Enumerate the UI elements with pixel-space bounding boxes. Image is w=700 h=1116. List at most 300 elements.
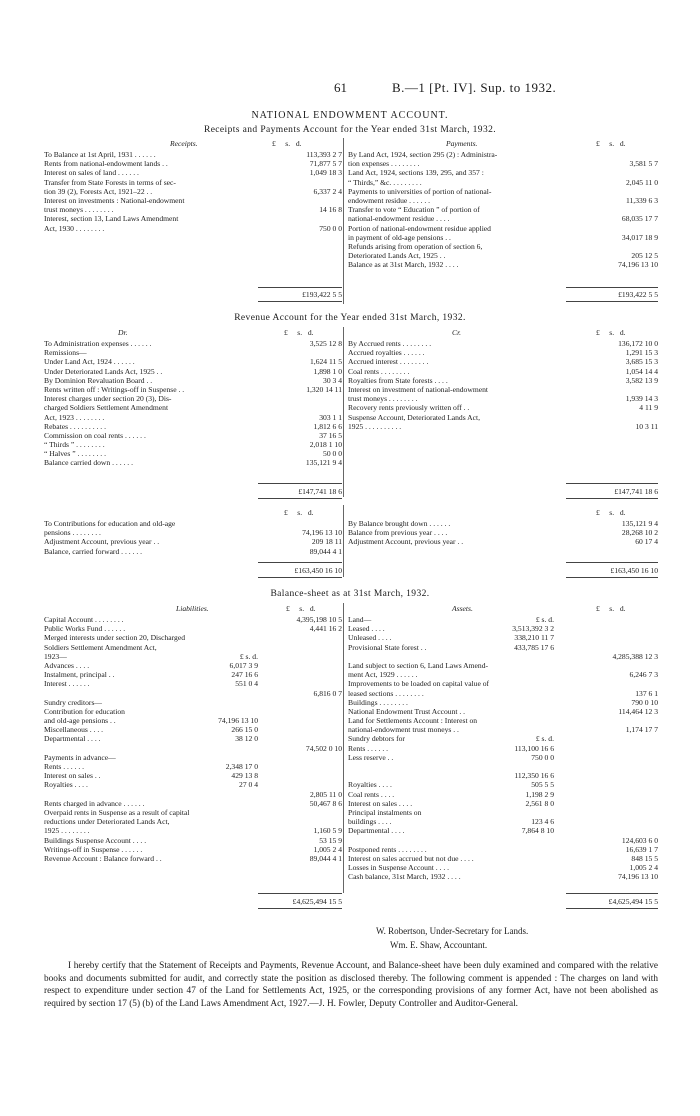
assets-money-heading: £ s. d. bbox=[596, 604, 626, 613]
row-label: Departmental . . . . bbox=[44, 734, 101, 744]
row-label: “ Thirds,” &c. . . . . . . . . bbox=[348, 177, 422, 187]
account-row bbox=[348, 780, 658, 789]
row-label: Postponed rents . . . . . . . . bbox=[348, 844, 427, 854]
row-sub-amount: 74,196 13 10 bbox=[218, 716, 258, 726]
row-label: Accrued royalties . . . . . . bbox=[348, 348, 425, 358]
row-label: Capital Account . . . . . . . . bbox=[44, 615, 124, 624]
receipts-total: £193,422 5 5 bbox=[302, 290, 342, 299]
row-label: leased sections . . . . . . . . bbox=[348, 688, 424, 698]
row-label: Land subject to section 6, Land Laws Amend- bbox=[348, 660, 489, 670]
account-row bbox=[44, 707, 342, 716]
credit2-money-heading: £ s. d. bbox=[596, 508, 626, 517]
row-label: By Accrued rents . . . . . . . . bbox=[348, 339, 432, 348]
row-label: Departmental . . . . bbox=[348, 826, 405, 836]
row-label: Payments to universities of portion of national- bbox=[348, 186, 492, 196]
row-label: Interest, section 13, Land Laws Amendment bbox=[44, 214, 179, 224]
row-amount: 1,054 14 4 bbox=[625, 366, 658, 376]
row-sub-amount: 123 4 6 bbox=[531, 817, 554, 827]
row-amount: 3,581 5 7 bbox=[629, 159, 658, 169]
liabilities-heading: Liabilities. bbox=[176, 604, 209, 613]
row-label: Rents from national-endowment lands . . bbox=[44, 159, 168, 169]
account-row bbox=[348, 854, 658, 863]
account-row bbox=[348, 725, 658, 734]
account-row bbox=[348, 863, 658, 872]
assets-total-rule bbox=[566, 893, 658, 894]
debit-money-heading: £ s. d. bbox=[284, 328, 314, 337]
row-label: Adjustment Account, previous year . . bbox=[44, 537, 160, 547]
account-row bbox=[44, 178, 342, 187]
account-row bbox=[44, 224, 342, 233]
row-sub-amount: 551 0 4 bbox=[235, 679, 258, 689]
row-label: Buildings Suspense Account . . . . bbox=[44, 835, 147, 845]
row-sub-amount: 266 15 0 bbox=[231, 725, 258, 735]
row-amount: 1,005 2 4 bbox=[313, 844, 342, 854]
row-sub-amount: 2,561 8 0 bbox=[525, 798, 554, 808]
row-label: Deteriorated Lands Act, 1925 . . bbox=[348, 251, 446, 261]
row-amount: 1,049 18 3 bbox=[309, 168, 342, 178]
account-row bbox=[44, 348, 342, 357]
row-amount: 1,939 14 3 bbox=[625, 394, 658, 404]
row-amount: 2,045 11 0 bbox=[626, 177, 658, 187]
liabilities-total: £4,625,494 15 5 bbox=[292, 897, 342, 906]
row-amount: 4,395,198 10 5 bbox=[296, 615, 342, 624]
row-sub-amount: 750 0 0 bbox=[531, 752, 554, 762]
revenue-credit2-list bbox=[348, 519, 658, 547]
debit2-money-heading: £ s. d. bbox=[284, 508, 314, 517]
row-label: To Contributions for education and old-age bbox=[44, 519, 176, 528]
balance-sheet-title: Balance-sheet as at 31st March, 1932. bbox=[270, 589, 430, 599]
row-sub-amount: £ s. d. bbox=[535, 615, 554, 624]
row-label: endowment residue . . . . . . bbox=[348, 195, 431, 205]
row-amount: 14 16 8 bbox=[319, 205, 342, 215]
row-label: Writings-off in Suspense . . . . . . bbox=[44, 844, 143, 854]
row-label: Principal instalments on bbox=[348, 807, 422, 817]
account-row bbox=[44, 159, 342, 168]
account-row bbox=[348, 624, 658, 633]
row-sub-amount: 429 13 8 bbox=[231, 771, 258, 781]
row-sub-amount: 7,864 8 10 bbox=[521, 826, 554, 836]
row-label: 1925 . . . . . . . . . . bbox=[348, 421, 402, 431]
account-row bbox=[348, 689, 658, 698]
account-row bbox=[44, 449, 342, 458]
row-label: Suspense Account, Deteriorated Lands Act, bbox=[348, 412, 481, 422]
row-label: Under Deteriorated Lands Act, 1925 . . bbox=[44, 366, 163, 376]
receipts-list bbox=[44, 150, 342, 233]
row-label: Refunds arising from operation of section 6, bbox=[348, 241, 483, 251]
row-sub-amount: 113,100 16 6 bbox=[514, 743, 554, 753]
row-label: To Administration expenses . . . . . . bbox=[44, 339, 152, 348]
row-label: Remissions— bbox=[44, 348, 87, 358]
account-row bbox=[348, 385, 658, 394]
account-row bbox=[44, 196, 342, 205]
account-row bbox=[348, 394, 658, 403]
debit-heading: Dr. bbox=[118, 328, 128, 337]
account-row bbox=[44, 826, 342, 835]
row-label: Sundry creditors— bbox=[44, 697, 102, 707]
row-amount: 37 16 5 bbox=[319, 430, 342, 440]
row-label: “ Thirds ” . . . . . . . . bbox=[44, 440, 105, 450]
account-title: NATIONAL ENDOWMENT ACCOUNT. bbox=[251, 110, 449, 121]
row-label: Miscellaneous . . . . bbox=[44, 725, 104, 735]
liabilities-total-rule bbox=[258, 893, 342, 894]
row-amount: 28,268 10 2 bbox=[621, 528, 658, 538]
account-row bbox=[348, 260, 658, 269]
account-row bbox=[348, 615, 658, 624]
row-label: Commission on coal rents . . . . . . bbox=[44, 430, 146, 440]
revenue-credit-list bbox=[348, 339, 658, 431]
row-amount: 74,196 13 10 bbox=[618, 260, 658, 270]
row-label: Act, 1923 . . . . . . . . bbox=[44, 412, 105, 422]
row-label: Leased . . . . bbox=[348, 624, 385, 634]
row-amount: 30 3 4 bbox=[323, 375, 342, 385]
row-sub-amount: £ s. d. bbox=[239, 651, 258, 661]
row-amount: 303 1 1 bbox=[319, 412, 342, 422]
row-label: Land— bbox=[348, 615, 372, 624]
row-label: Coal rents . . . . bbox=[348, 789, 395, 799]
account-row bbox=[44, 624, 342, 633]
payments-total: £193,422 5 5 bbox=[618, 290, 658, 299]
assets-total: £4,625,494 15 5 bbox=[608, 897, 658, 906]
liabilities-total-underline bbox=[258, 908, 342, 909]
payments-heading: Payments. bbox=[446, 139, 478, 148]
account-row bbox=[44, 205, 342, 214]
account-row bbox=[348, 528, 658, 537]
row-label: Coal rents . . . . . . . . bbox=[348, 366, 410, 376]
row-label: charged Soldiers Settlement Amendment bbox=[44, 403, 169, 413]
row-amount: 1,174 17 7 bbox=[625, 725, 658, 735]
account-row bbox=[44, 168, 342, 177]
revenue-debit-list bbox=[44, 339, 342, 468]
row-amount: 60 17 4 bbox=[635, 537, 658, 547]
row-label: Advances . . . . bbox=[44, 660, 90, 670]
row-amount: 114,464 12 3 bbox=[618, 706, 658, 716]
row-amount: 50,467 8 6 bbox=[309, 798, 342, 808]
account-row bbox=[44, 725, 342, 734]
row-amount: 135,121 9 4 bbox=[305, 458, 342, 468]
row-label: reductions under Deteriorated Lands Act, bbox=[44, 817, 170, 827]
account-row bbox=[348, 670, 658, 679]
revenue-title: Revenue Account for the Year ended 31st March, 1932. bbox=[234, 313, 466, 323]
account-row bbox=[44, 547, 342, 556]
debit2-total-underline bbox=[258, 577, 342, 578]
account-row bbox=[348, 178, 658, 187]
row-sub-amount: 112,350 16 6 bbox=[514, 771, 554, 781]
debit2-total: £163,450 16 10 bbox=[294, 566, 342, 575]
document-reference: B.—1 [Pt. IV]. Sup. to 1932. bbox=[392, 80, 557, 95]
row-label: Act, 1930 . . . . . . . . bbox=[44, 223, 105, 233]
row-amount: 74,196 13 10 bbox=[302, 528, 342, 538]
row-amount: 135,121 9 4 bbox=[621, 519, 658, 528]
account-row bbox=[44, 845, 342, 854]
account-row bbox=[44, 716, 342, 725]
row-sub-amount: 247 16 6 bbox=[231, 670, 258, 680]
account-row bbox=[44, 771, 342, 780]
row-label: trust moneys . . . . . . . . bbox=[44, 205, 114, 215]
row-label: By Dominion Revaluation Board . . bbox=[44, 375, 153, 385]
row-label: Accrued interest . . . . . . . . bbox=[348, 357, 429, 367]
account-row bbox=[44, 394, 342, 403]
row-amount: 113,393 2 7 bbox=[306, 150, 342, 159]
account-row bbox=[348, 357, 658, 366]
row-amount: 4 11 9 bbox=[639, 403, 658, 413]
account-row bbox=[348, 808, 658, 817]
row-amount: 2,018 1 10 bbox=[309, 440, 342, 450]
row-label: Interest on investments : National-endowment bbox=[44, 195, 185, 205]
row-label: Royalties . . . . bbox=[44, 780, 88, 790]
row-amount: 750 0 0 bbox=[319, 223, 342, 233]
row-label: Interest on sales accrued but not due . . . . bbox=[348, 853, 474, 863]
account-row bbox=[348, 817, 658, 826]
account-row bbox=[44, 679, 342, 688]
row-label: Balance as at 31st March, 1932 . . . . bbox=[348, 260, 459, 270]
credit2-total-underline bbox=[566, 577, 658, 578]
account-row bbox=[44, 537, 342, 546]
row-label: Rents . . . . . . bbox=[44, 762, 85, 771]
row-amount: 89,044 4 1 bbox=[309, 546, 342, 556]
account-row bbox=[348, 762, 658, 771]
signature-under-secretary: W. Robertson, Under-Secretary for Lands. bbox=[376, 926, 529, 936]
row-sub-amount: 505 5 5 bbox=[531, 780, 554, 790]
row-label: Royalties from State forests . . . . bbox=[348, 375, 448, 385]
row-label: Unleased . . . . bbox=[348, 633, 392, 643]
account-row bbox=[44, 150, 342, 159]
row-amount: 53 15 9 bbox=[319, 835, 342, 845]
row-amount: 4,285,388 12 3 bbox=[612, 651, 658, 661]
assets-heading: Assets. bbox=[452, 604, 473, 613]
account-row bbox=[348, 679, 658, 688]
row-label: Instalment, principal . . bbox=[44, 670, 115, 680]
row-label: Portion of national-endowment residue applied bbox=[348, 223, 491, 233]
account-row bbox=[348, 633, 658, 642]
row-label: Rents written off : Writings-off in Suspense . . bbox=[44, 384, 185, 394]
account-row bbox=[44, 780, 342, 789]
row-amount: 6,816 0 7 bbox=[313, 688, 342, 698]
row-label: By Balance brought down . . . . . . bbox=[348, 519, 451, 528]
account-row bbox=[348, 643, 658, 652]
account-row bbox=[348, 652, 658, 661]
credit-heading: Cr. bbox=[452, 328, 462, 337]
row-label: Merged interests under section 20, Discharged bbox=[44, 633, 186, 643]
row-label: Sundry debtors for bbox=[348, 734, 405, 744]
row-label: By Land Act, 1924, section 295 (2) : Administra- bbox=[348, 150, 498, 159]
receipts-money-heading: £ s. d. bbox=[272, 139, 302, 148]
credit-total-underline bbox=[566, 498, 658, 499]
account-row bbox=[348, 205, 658, 214]
row-label: pensions . . . . . . . . bbox=[44, 528, 101, 538]
row-label: Rents . . . . . . bbox=[348, 743, 389, 753]
account-row bbox=[348, 799, 658, 808]
account-row bbox=[44, 440, 342, 449]
liabilities-list bbox=[44, 615, 342, 863]
assets-total-underline bbox=[566, 908, 658, 909]
row-amount: 1,812 6 6 bbox=[313, 421, 342, 431]
account-row bbox=[44, 790, 342, 799]
row-label: in payment of old-age pensions . . bbox=[348, 232, 451, 242]
row-amount: 1,320 14 11 bbox=[306, 384, 342, 394]
credit2-total: £163,450 16 10 bbox=[610, 566, 658, 575]
account-row bbox=[348, 826, 658, 835]
account-row bbox=[44, 519, 342, 528]
audit-certificate: I hereby certify that the Statement of Receipts and Payments, Revenue Account, and Balance-sheet have been duly examined and compared with the relative books and documents submitted for audit, and correctly state the position as disclosed thereby. The following comment is appended : The charges on land with respect to expenditure under section 47 of the Land for Settlements Act, 1925, or the corresponding provisions of any former Act, have not been abolished as required by section 17 (5) (b) of the Land Laws Amendment Act, 1927.—J. H. Fowler, Deputy Controller and Auditor-General. bbox=[44, 961, 658, 1009]
row-label: buildings . . . . bbox=[348, 817, 392, 827]
row-label: Balance from previous year . . . . bbox=[348, 528, 448, 538]
row-sub-amount: 2,348 17 0 bbox=[225, 762, 258, 771]
row-sub-amount: £ s. d. bbox=[535, 734, 554, 744]
account-row bbox=[44, 615, 342, 624]
account-row bbox=[348, 339, 658, 348]
row-label: Transfer from State Forests in terms of sec- bbox=[44, 177, 176, 187]
account-row bbox=[348, 872, 658, 881]
payments-total-underline bbox=[566, 301, 658, 302]
row-sub-amount: 38 12 0 bbox=[235, 734, 258, 744]
account-row bbox=[44, 689, 342, 698]
account-row bbox=[44, 652, 342, 661]
account-row bbox=[44, 413, 342, 422]
row-label: Recovery rents previously written off . . bbox=[348, 403, 470, 413]
account-row bbox=[44, 357, 342, 366]
account-row bbox=[44, 744, 342, 753]
row-label: Interest on sales . . bbox=[44, 771, 101, 781]
row-label: Buildings . . . . . . . . bbox=[348, 697, 408, 707]
row-label: Under Land Act, 1924 . . . . . . bbox=[44, 357, 135, 367]
account-row bbox=[44, 403, 342, 412]
row-label: Balance, carried forward . . . . . . bbox=[44, 546, 143, 556]
account-row bbox=[348, 214, 658, 223]
account-row bbox=[348, 224, 658, 233]
account-row bbox=[348, 836, 658, 845]
account-row bbox=[44, 734, 342, 743]
row-amount: 3,525 12 8 bbox=[309, 339, 342, 348]
row-label: Payments in advance— bbox=[44, 752, 116, 762]
row-amount: 124,603 6 0 bbox=[621, 835, 658, 845]
account-row bbox=[348, 845, 658, 854]
row-amount: 1,291 15 3 bbox=[625, 348, 658, 358]
account-row bbox=[44, 422, 342, 431]
row-label: Interest on sales . . . . bbox=[348, 798, 413, 808]
account-row bbox=[348, 233, 658, 242]
row-label: tion 39 (2), Forests Act, 1921–22 . . bbox=[44, 186, 153, 196]
credit-money-heading: £ s. d. bbox=[596, 328, 626, 337]
row-amount: 68,035 17 7 bbox=[621, 214, 658, 224]
row-label: Adjustment Account, previous year . . bbox=[348, 537, 464, 547]
row-label: Less reserve . . bbox=[348, 752, 394, 762]
row-amount: 205 12 5 bbox=[631, 251, 658, 261]
row-amount: 74,196 13 10 bbox=[618, 872, 658, 882]
debit-total: £147,741 18 6 bbox=[298, 487, 342, 496]
row-amount: 1,160 5 9 bbox=[313, 826, 342, 836]
account-row bbox=[44, 431, 342, 440]
account-row bbox=[44, 808, 342, 817]
row-amount: 74,502 0 10 bbox=[305, 743, 342, 753]
account-row bbox=[348, 790, 658, 799]
assets-list bbox=[348, 615, 658, 881]
account-row bbox=[348, 413, 658, 422]
row-label: ment Act, 1929 . . . . . . bbox=[348, 670, 418, 680]
row-label: “ Halves ” . . . . . . . . bbox=[44, 449, 106, 459]
account-row bbox=[348, 716, 658, 725]
receipts-heading: Receipts. bbox=[170, 139, 198, 148]
row-label: Balance carried down . . . . . . bbox=[44, 458, 133, 468]
receipts-total-rule bbox=[258, 287, 342, 288]
row-amount: 3,582 13 9 bbox=[625, 375, 658, 385]
row-label: Transfer to vote “ Education ” of portion of bbox=[348, 205, 480, 215]
account-row bbox=[44, 458, 342, 467]
row-label: Soldiers Settlement Amendment Act, bbox=[44, 642, 157, 652]
account-row bbox=[44, 376, 342, 385]
row-label: and old-age pensions . . bbox=[44, 716, 116, 726]
column-divider bbox=[343, 138, 344, 304]
account-row bbox=[348, 196, 658, 205]
revenue-debit2-list bbox=[44, 519, 342, 556]
debit2-total-rule bbox=[258, 562, 342, 563]
row-sub-amount: 27 0 4 bbox=[239, 780, 258, 790]
account-row bbox=[44, 799, 342, 808]
account-row bbox=[348, 537, 658, 546]
row-label: Improvements to be loaded on capital value of bbox=[348, 679, 490, 689]
account-row bbox=[348, 734, 658, 743]
row-amount: 209 18 11 bbox=[311, 537, 342, 547]
row-label: Land for Settlements Account : Interest on bbox=[348, 716, 478, 726]
account-row bbox=[348, 242, 658, 251]
row-label: Rebates . . . . . . . . . . bbox=[44, 421, 107, 431]
page-number: 61 bbox=[334, 80, 347, 95]
row-amount: 137 6 1 bbox=[635, 688, 658, 698]
account-row bbox=[348, 661, 658, 670]
account-row bbox=[44, 339, 342, 348]
account-row bbox=[44, 214, 342, 223]
row-label: 1923— bbox=[44, 651, 67, 661]
account-row bbox=[348, 422, 658, 431]
account-row bbox=[44, 187, 342, 196]
column-divider bbox=[343, 327, 344, 497]
account-row bbox=[44, 698, 342, 707]
account-row bbox=[348, 348, 658, 357]
account-row bbox=[348, 159, 658, 168]
row-label: tion expenses . . . . . . . . bbox=[348, 159, 420, 169]
row-label: national-endowment residue . . . . bbox=[348, 214, 450, 224]
account-row bbox=[44, 643, 342, 652]
account-row bbox=[44, 633, 342, 642]
account-row bbox=[348, 376, 658, 385]
row-label: trust moneys . . . . . . . . bbox=[348, 394, 418, 404]
row-amount: 1,624 11 5 bbox=[310, 357, 342, 367]
signature-accountant: Wm. E. Shaw, Accountant. bbox=[390, 940, 488, 950]
payments-total-rule bbox=[566, 287, 658, 288]
account-row bbox=[348, 744, 658, 753]
row-label: Rents charged in advance . . . . . . bbox=[44, 798, 145, 808]
account-row bbox=[44, 367, 342, 376]
row-label: Royalties . . . . bbox=[348, 780, 392, 790]
row-label: Interest . . . . . . bbox=[44, 679, 90, 689]
account-row bbox=[348, 771, 658, 780]
account-row bbox=[44, 836, 342, 845]
row-label: Interest on sales of land . . . . . . bbox=[44, 168, 139, 178]
row-label: Public Works Fund . . . . . . bbox=[44, 624, 126, 634]
account-row bbox=[44, 817, 342, 826]
account-row bbox=[348, 403, 658, 412]
account-row bbox=[348, 519, 658, 528]
row-label: 1925 . . . . . . . . bbox=[44, 826, 90, 836]
account-row bbox=[44, 528, 342, 537]
row-sub-amount: 338,210 11 7 bbox=[514, 633, 554, 643]
row-label: Interest charges under section 20 (3), Dis- bbox=[44, 394, 172, 404]
row-amount: 50 0 0 bbox=[323, 449, 342, 459]
row-amount: 16,639 1 7 bbox=[625, 844, 658, 854]
row-sub-amount: 1,198 2 9 bbox=[525, 789, 554, 799]
row-amount: 6,337 2 4 bbox=[313, 186, 342, 196]
row-amount: 6,246 7 3 bbox=[629, 670, 658, 680]
column-divider bbox=[343, 603, 344, 893]
